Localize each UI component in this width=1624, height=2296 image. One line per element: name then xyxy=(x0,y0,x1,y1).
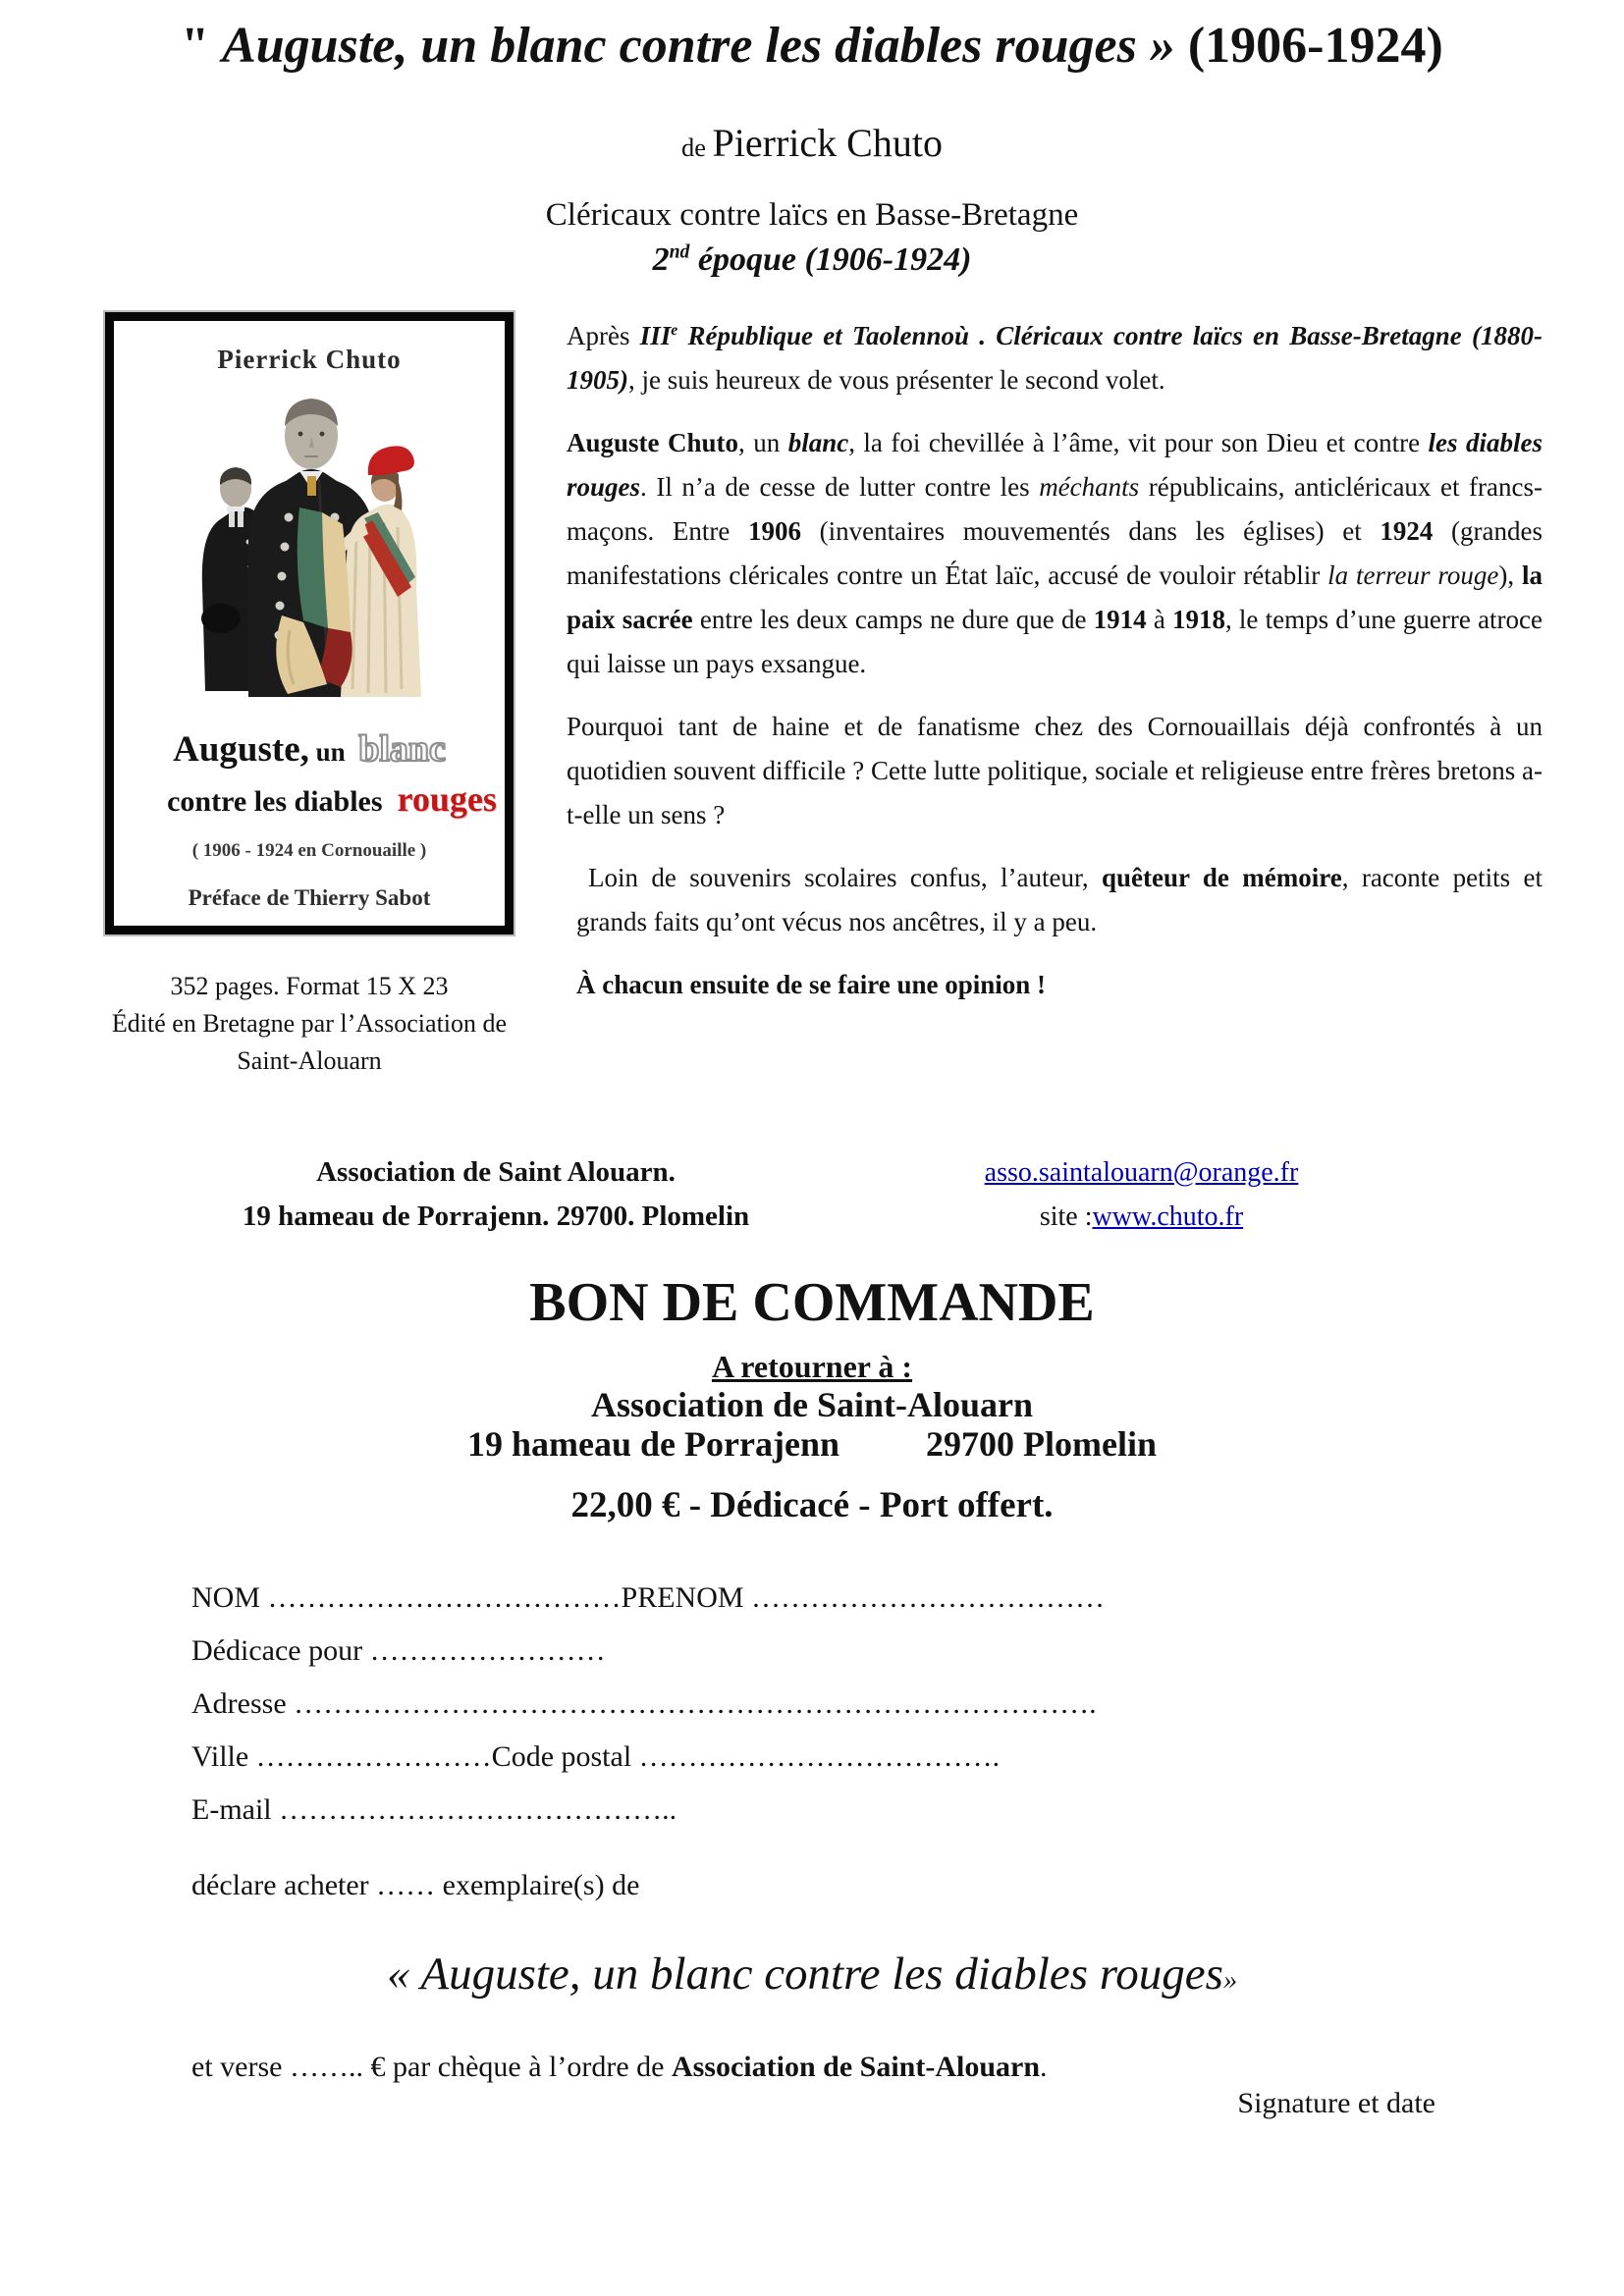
declare-purchase-line: déclare acheter …… exemplaire(s) de xyxy=(191,1869,640,1901)
text-segment: entre les deux camps ne dure que de xyxy=(692,605,1094,634)
text-segment: rouges xyxy=(397,779,497,819)
caption-publisher-line1: Édité en Bretagne par l’Association de xyxy=(111,1009,508,1038)
text-segment: , la foi chevillée à l’âme, vit pour son Dieu et contre xyxy=(848,428,1429,457)
text-segment: de xyxy=(681,133,713,162)
return-address-line xyxy=(0,1423,1624,1465)
site-label: site : xyxy=(1039,1201,1093,1232)
field-dedicace: Dédicace pour …………………… xyxy=(191,1634,606,1667)
text-segment: « Auguste, un blanc contre les diables rouges xyxy=(386,1949,1223,2000)
cover-years-line: ( 1906 - 1924 en Cornouaille ) xyxy=(191,840,427,861)
cover-preface-line: Préface de Thierry Sabot xyxy=(188,885,431,910)
author-byline xyxy=(0,118,1624,173)
text-segment: un xyxy=(308,737,359,767)
text-segment: 1918 xyxy=(1172,605,1225,634)
text-segment: blanc xyxy=(358,728,446,770)
payment-line xyxy=(191,2048,1048,2087)
association-address-block xyxy=(201,1150,790,1239)
text-segment: nd xyxy=(669,240,690,263)
text-segment: (inventaires mouvementés dans les églises) et xyxy=(801,516,1380,546)
text-segment: Auguste Chuto xyxy=(567,428,738,457)
website-link[interactable]: www.chuto.fr xyxy=(1092,1201,1244,1232)
text-segment: » xyxy=(1222,1965,1238,1996)
text-segment: la paix sacrée xyxy=(567,561,1549,634)
text-segment: 2 xyxy=(652,241,670,278)
return-city: 29700 Plomelin xyxy=(925,1424,1157,1464)
field-nom-prenom: NOM ………………………………PRENOM ……………………………… xyxy=(191,1581,1106,1614)
book-cover-photo-montage xyxy=(114,385,505,714)
text-segment: , je suis heureux de vous présenter le second volet. xyxy=(628,365,1165,395)
field-ville-code-postal: Ville ……………………Code postal ………………………………. xyxy=(191,1740,1001,1773)
text-segment: 1924 xyxy=(1380,516,1434,546)
text-segment: III xyxy=(639,321,672,350)
text-segment: 1906 xyxy=(748,516,801,546)
book-cover xyxy=(105,312,514,934)
text-segment: , le temps d’une guerre atroce qui laisse un pays exsangue. xyxy=(567,605,1549,678)
field-adresse: Adresse ………………………………………………………………………. xyxy=(191,1687,1097,1720)
field-email: E-mail ………………………………….. xyxy=(191,1793,677,1826)
epoch-subtitle xyxy=(0,239,1624,282)
contact-links-block xyxy=(884,1150,1399,1239)
cover-author-name: Pierrick Chuto xyxy=(217,345,402,374)
text-segment: République et Taolennoù . Cléricaux contre laïcs en Basse-Bretagne (1880-1905) xyxy=(567,321,1543,395)
return-street: 19 hameau de Porrajenn xyxy=(467,1424,839,1464)
association-street: 19 hameau de Porrajenn. 29700. Plomelin xyxy=(242,1201,750,1232)
text-segment: les diables rouges xyxy=(567,428,1549,502)
series-subtitle: Cléricaux contre laïcs en Basse-Bretagne xyxy=(545,197,1079,233)
text-segment: . xyxy=(1040,2051,1048,2083)
text-segment: " xyxy=(181,18,223,74)
text-segment: . Il n’a de cesse de lutter contre les xyxy=(640,472,1040,502)
photo-montage-illustration xyxy=(191,385,427,709)
page-title xyxy=(0,14,1624,79)
text-segment: (1906-1924) xyxy=(1174,18,1443,74)
caption-pages-format: 352 pages. Format 15 X 23 xyxy=(170,972,449,1000)
text-segment: Auguste, xyxy=(173,729,309,770)
signature-date-label: Signature et date xyxy=(1237,2087,1435,2119)
text-segment: à xyxy=(1146,605,1172,634)
question-paragraph xyxy=(567,705,1549,837)
text-segment: Pierrick Chuto xyxy=(712,121,943,165)
intro-paragraph xyxy=(567,314,1543,402)
text-segment: et verse …….. € par chèque à l’ordre de xyxy=(191,2051,672,2083)
text-segment: Après xyxy=(567,321,640,350)
cover-title-line1 xyxy=(114,727,505,778)
return-to-label: A retourner à : xyxy=(711,1349,913,1384)
text-segment: À chacun ensuite de se faire une opinion ! xyxy=(576,970,1047,999)
text-segment: Auguste, un blanc contre les diables rouges » xyxy=(222,18,1175,74)
text-segment: , raconte petits et grands faits qu’ont vécus nos ancêtres, il y a peu. xyxy=(576,863,1549,936)
text-segment: Loin de souvenirs scolaires confus, l’auteur, xyxy=(588,863,1102,892)
return-association-name: Association de Saint-Alouarn xyxy=(590,1385,1034,1424)
order-form-heading: BON DE COMMANDE xyxy=(529,1272,1095,1333)
text-segment: méchants xyxy=(1039,472,1140,502)
association-name: Association de Saint Alouarn. xyxy=(316,1156,676,1188)
cover-title-line2 xyxy=(114,778,505,828)
text-segment: quêteur de mémoire xyxy=(1102,863,1342,892)
presentation-text xyxy=(567,314,1549,1026)
text-segment: blanc xyxy=(787,428,849,457)
text-segment: e xyxy=(671,322,678,339)
text-segment: , un xyxy=(738,428,788,457)
text-segment: la terreur rouge xyxy=(1327,561,1499,590)
email-link[interactable]: asso.saintalouarn@orange.fr xyxy=(984,1157,1299,1188)
author-paragraph xyxy=(567,856,1549,944)
text-segment: républicains, anticléricaux et francs-maçons. Entre xyxy=(567,472,1543,546)
text-segment: ), xyxy=(1498,561,1522,590)
text-segment: contre les diables xyxy=(167,785,398,818)
cover-caption xyxy=(79,968,540,1080)
auguste-paragraph xyxy=(567,421,1549,686)
caption-publisher-line2: Saint-Alouarn xyxy=(237,1046,382,1075)
opinion-paragraph xyxy=(567,963,1543,1007)
text-segment: Pourquoi tant de haine et de fanatisme chez des Cornouaillais déjà confrontés à un quotidien souvent difficile ? Cette lutte politique, sociale et religieuse entre frères bretons a-t-elle un sens ? xyxy=(567,712,1549,829)
text-segment: Association de Saint-Alouarn xyxy=(671,2051,1040,2083)
text-segment: époque (1906-1924) xyxy=(689,241,972,278)
footer-book-title xyxy=(0,1944,1624,2011)
text-segment: (grandes manifestations cléricales contre un État laïc, accusé de vouloir rétablir xyxy=(567,516,1549,590)
price-line: 22,00 € - Dédicacé - Port offert. xyxy=(570,1485,1054,1525)
text-segment: 1914 xyxy=(1093,605,1147,634)
